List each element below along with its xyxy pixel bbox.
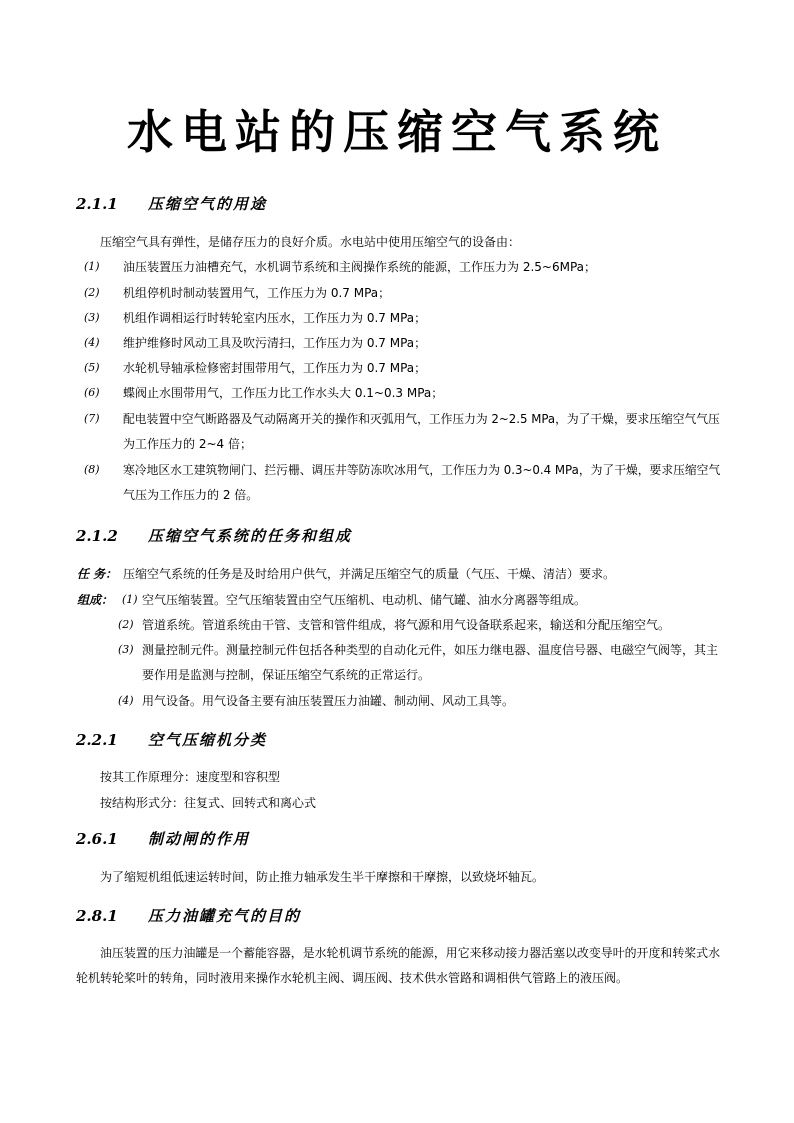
paragraph: 为了缩短机组低速运转时间，防止推力轴承发生半干摩擦和干摩擦，以致烧坏轴瓦。	[100, 870, 545, 884]
list-item: 配电装置中空气断路器及气动隔离开关的操作和灭弧用气，工作压力为 2~2.5 MPa，为了干燥，要求压缩空气气压	[123, 412, 720, 426]
list-item: 机组停机时制动装置用气，工作压力为 0.7 MPa；	[123, 286, 391, 300]
list-item: 空气压缩装置。空气压缩装置由空气压缩机、电动机、储气罐、油水分离器等组成。	[142, 593, 587, 607]
list-marker: (4)	[118, 694, 134, 707]
list-marker: (1)	[84, 260, 100, 273]
section-number: 2.1.2	[76, 527, 118, 545]
composition-label: 组成：	[77, 593, 114, 607]
list-marker: (4)	[84, 336, 100, 349]
list-marker: (3)	[84, 311, 100, 324]
section-title: 压缩空气系统的任务和组成	[148, 527, 353, 545]
section-heading-2-2-1	[76, 730, 267, 750]
list-item: 机组作调相运行时转轮室内压水，工作压力为 0.7 MPa；	[123, 311, 427, 325]
section-heading-2-1-2	[76, 526, 352, 546]
section-heading-2-1-1	[76, 194, 267, 214]
list-marker: (8)	[84, 463, 100, 476]
list-marker: (7)	[84, 412, 100, 425]
list-item-continuation: 要作用是监测与控制，保证压缩空气系统的正常运行。	[142, 668, 431, 682]
section-heading-2-6-1	[76, 829, 250, 849]
paragraph: 油压装置的压力油罐是一个蓄能容器，是水轮机调节系统的能源，用它来移动接力器活塞以改变导叶的开度和转桨式水	[100, 946, 721, 960]
list-item-continuation: 为工作压力的 2~4 倍；	[123, 437, 252, 451]
list-item: 测量控制元件。测量控制元件包括各种类型的自动化元件，如压力继电器、温度信号器、电磁空气阀等，其主	[142, 643, 719, 657]
list-item: 管道系统。管道系统由干管、支管和管件组成，将气源和用气设备联系起来，输送和分配压缩空气。	[142, 618, 671, 632]
list-marker: (2)	[118, 618, 134, 631]
task-text: 压缩空气系统的任务是及时给用户供气，并满足压缩空气的质量（气压、干燥、清洁）要求。	[123, 567, 616, 581]
list-marker: (1)	[122, 593, 138, 606]
list-item: 用气设备。用气设备主要有油压装置压力油罐、制动闸、风动工具等。	[142, 694, 515, 708]
section-title: 压缩空气的用途	[148, 195, 268, 213]
list-item: 维护维修时风动工具及吹污清扫，工作压力为 0.7 MPa；	[123, 336, 427, 350]
section-number: 2.2.1	[76, 731, 118, 749]
section-number: 2.6.1	[76, 830, 118, 848]
page-title: 水电站的压缩空气系统	[127, 105, 667, 159]
list-item: 蝶阀止水围带用气，工作压力比工作水头大 0.1~0.3 MPa；	[123, 386, 444, 400]
s1-intro: 压缩空气具有弹性，是储存压力的良好介质。水电站中使用压缩空气的设备由：	[100, 235, 521, 249]
section-number: 2.1.1	[76, 195, 118, 213]
section-heading-2-8-1	[76, 906, 301, 926]
classification-line: 按其工作原理分：速度型和容积型	[100, 770, 281, 784]
section-title: 压力油罐充气的目的	[148, 907, 302, 925]
list-item: 寒冷地区水工建筑物闸门、拦污栅、调压井等防冻吹冰用气，工作压力为 0.3~0.4 MPa，为了干燥，要求压缩空气	[123, 463, 721, 477]
list-item-continuation: 气压为工作压力的 2 倍。	[123, 488, 259, 502]
list-marker: (3)	[118, 643, 134, 656]
paragraph-continuation: 轮机转轮桨叶的转角，同时液用来操作水轮机主阀、调压阀、技术供水管路和调相供气管路上的液压阀。	[76, 971, 629, 985]
section-title: 制动闸的作用	[148, 830, 251, 848]
list-marker: (5)	[84, 361, 100, 374]
section-title: 空气压缩机分类	[148, 731, 268, 749]
classification-line: 按结构形式分：往复式、回转式和离心式	[100, 796, 317, 810]
task-label: 任 务：	[77, 567, 118, 581]
list-marker: (2)	[84, 286, 100, 299]
list-item: 油压装置压力油槽充气，水机调节系统和主阀操作系统的能源，工作压力为 2.5~6MPa；	[123, 260, 596, 274]
list-item: 水轮机导轴承检修密封围带用气，工作压力为 0.7 MPa；	[123, 361, 427, 375]
section-number: 2.8.1	[76, 907, 118, 925]
list-marker: (6)	[84, 386, 100, 399]
